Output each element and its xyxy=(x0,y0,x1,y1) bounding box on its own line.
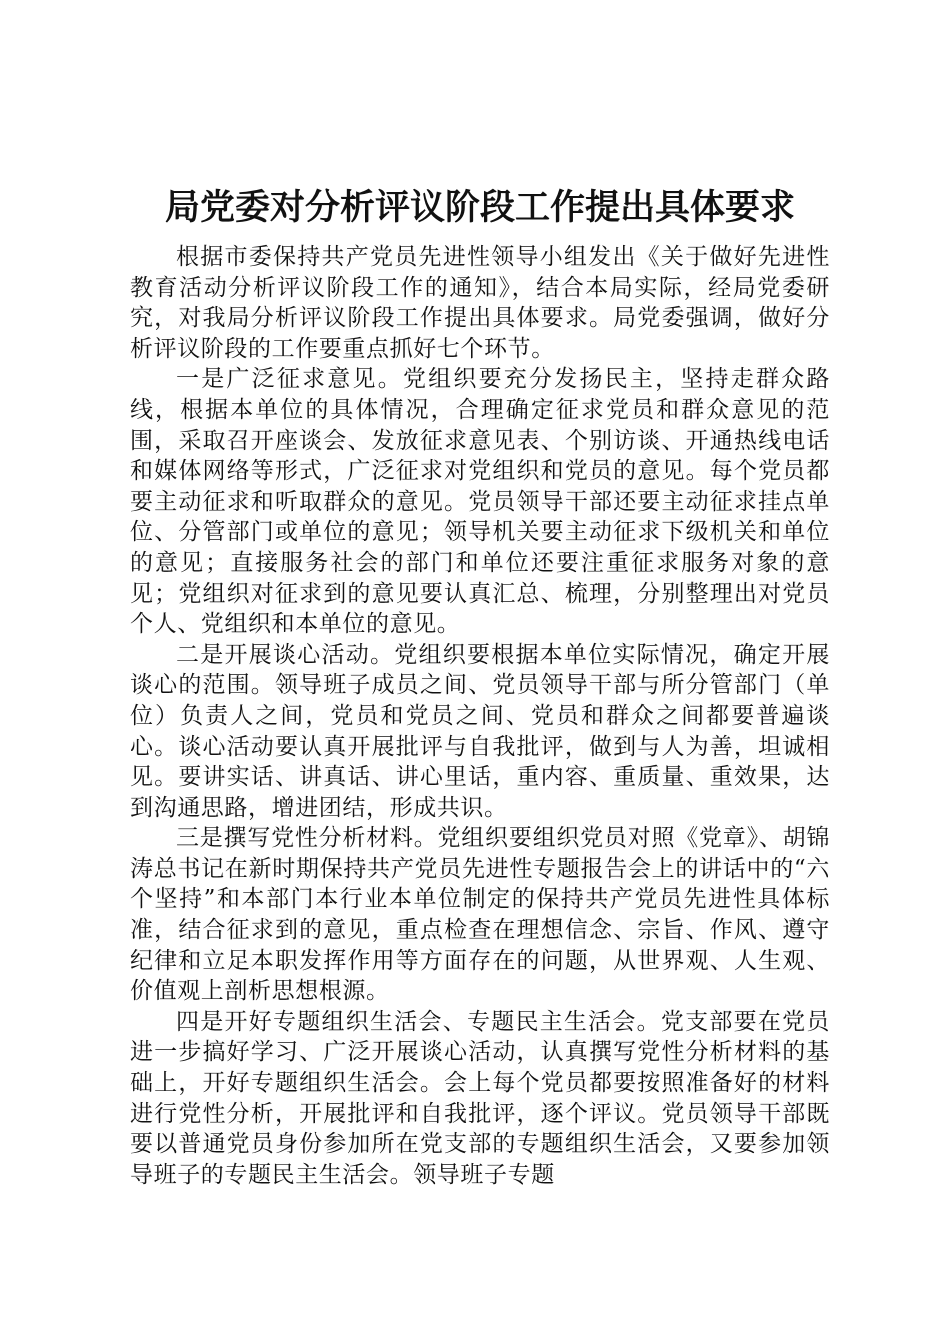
document-title: 局党委对分析评议阶段工作提出具体要求 xyxy=(164,187,795,228)
document-body xyxy=(130,242,830,1190)
paragraph-2: 二是开展谈心活动。党组织要根据本单位实际情况，确定开展谈心的范围。领导班子成员之间、党员领导干部与所分管部门（单位）负责人之间，党员和党员之间、党员和群众之间都要普遍谈心。谈心活动要认真开展批评与自我批评，做到与人为善，坦诚相见。要讲实话、讲真话、讲心里话，重内容、重质量、重效果，达到沟通思路，增进团结，形成共识。 xyxy=(130,641,830,821)
paragraph-4: 四是开好专题组织生活会、专题民主生活会。党支部要在党员进一步搞好学习、广泛开展谈心活动，认真撰写党性分析材料的基础上，开好专题组织生活会。会上每个党员都要按照准备好的材料进行党性分析，开展批评和自我批评，逐个评议。党员领导干部既要以普通党员身份参加所在党支部的专题组织生活会，又要参加领导班子的专题民主生活会。领导班子专题 xyxy=(130,1008,830,1188)
paragraph-3: 三是撰写党性分析材料。党组织要组织党员对照《党章》、胡锦涛总书记在新时期保持共产党员先进性专题报告会上的讲话中的“六个坚持”和本部门本行业本单位制定的保持共产党员先进性具体标准，结合征求到的意见，重点检查在理想信念、宗旨、作风、遵守纪律和立足本职发挥作用等方面存在的问题，从世界观、人生观、价值观上剖析思想根源。 xyxy=(130,825,830,1005)
paragraph-intro: 根据市委保持共产党员先进性领导小组发出《关于做好先进性教育活动分析评议阶段工作的通知》，结合本局实际，经局党委研究，对我局分析评议阶段工作提出具体要求。局党委强调，做好分析评议阶段的工作要重点抓好七个环节。 xyxy=(130,244,830,362)
document-page xyxy=(130,180,830,1190)
paragraph-1: 一是广泛征求意见。党组织要充分发扬民主，坚持走群众路线，根据本单位的具体情况，合理确定征求党员和群众意见的范围，采取召开座谈会、发放征求意见表、个别访谈、开通热线电话和媒体网络等形式，广泛征求对党组织和党员的意见。每个党员都要主动征求和听取群众的意见。党员领导干部还要主动征求挂点单位、分管部门或单位的意见；领导机关要主动征求下级机关和单位的意见；直接服务社会的部门和单位还要注重征求服务对象的意见；党组织对征求到的意见要认真汇总、梳理，分别整理出对党员个人、党组织和本单位的意见。 xyxy=(130,366,830,638)
